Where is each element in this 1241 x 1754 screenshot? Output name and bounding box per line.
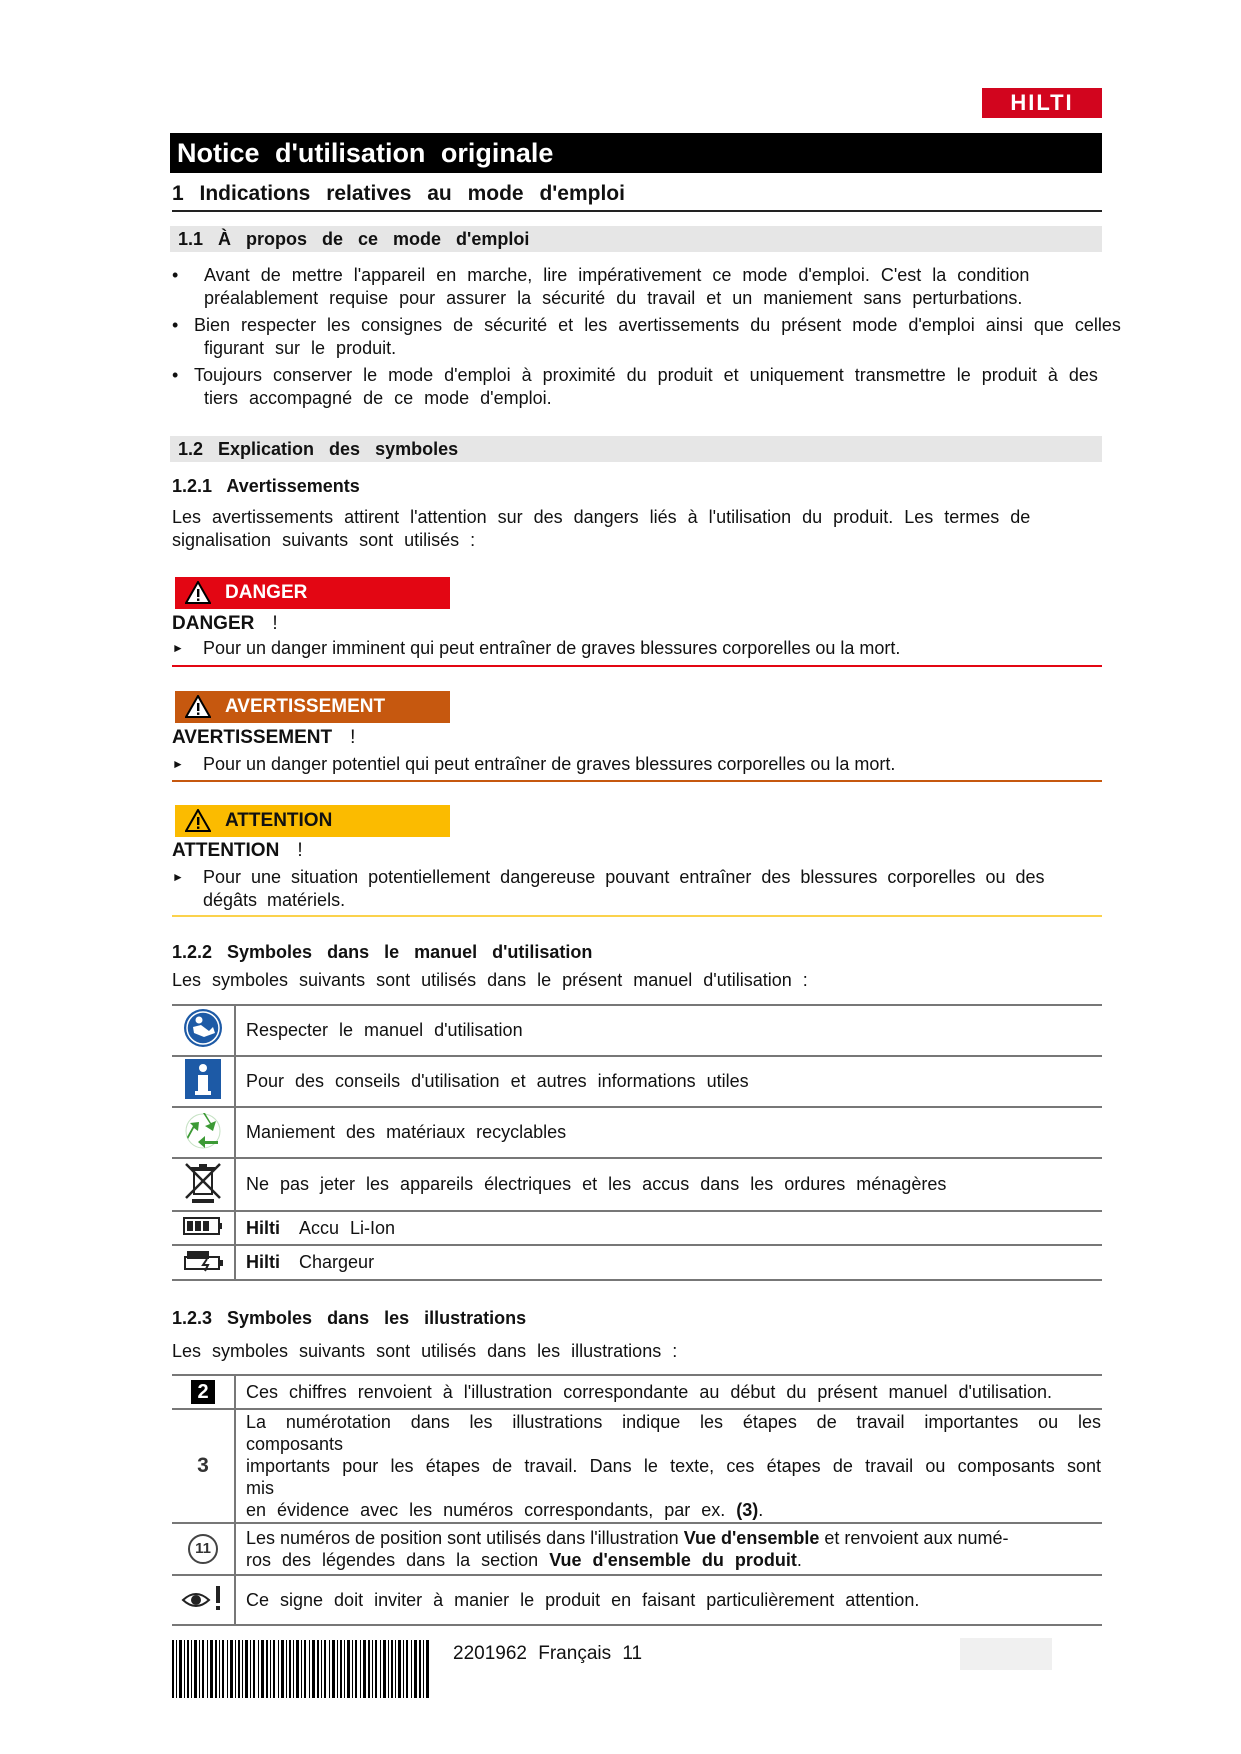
bullet-line: tiers accompagné de ce mode d'emploi.: [204, 388, 552, 408]
step-reference: (3): [736, 1500, 759, 1520]
warning-text-line: Pour une situation potentiellement dangereuse pouvant entraîner des blessures corporelles ou des: [203, 867, 1045, 887]
brand-name: Hilti: [246, 1217, 280, 1238]
brand-name: Hilti: [246, 1252, 280, 1272]
logo-text: HILTI: [1010, 90, 1074, 115]
position-number-icon: 11: [188, 1534, 218, 1564]
section-1-2-1-heading: 1.2.1 Avertissements: [172, 476, 360, 496]
bold-reference: Vue d'ensemble du produit: [549, 1550, 797, 1570]
signal-label: ATTENTION: [172, 840, 280, 861]
warning-text: [172, 637, 1102, 660]
warning-text-line: Pour un danger potentiel qui peut entraîner de graves blessures corporelles ou la mort.: [203, 754, 896, 774]
warning-triangle-icon: [185, 695, 211, 718]
warning-text: [172, 753, 1102, 776]
signal-label: AVERTISSEMENT: [172, 727, 333, 748]
signal-word: [172, 727, 355, 749]
crossed-bin-icon: [182, 1160, 224, 1204]
table-row: [172, 1409, 1102, 1523]
icon-cell: [172, 1005, 235, 1056]
arrow-icon: ►: [172, 641, 184, 655]
description-text: .: [796, 1550, 802, 1570]
eye-attention-icon: [180, 1583, 226, 1613]
bullet-line: préalablement requise pour assurer la sécurité du travail et un maniement sans perturbations.: [204, 288, 1023, 308]
tag-label: ATTENTION: [225, 810, 333, 831]
icon-cell: [172, 1211, 235, 1245]
manual-symbols-table: [172, 1004, 1102, 1281]
symbol-description: Ces chiffres renvoient à l'illustration correspondante au début du présent manuel d'utilisation.: [235, 1375, 1102, 1409]
description-line: La numérotation dans les illustrations indique les étapes de travail importantes ou les composants: [246, 1412, 1101, 1454]
description-text: ros des légendes dans la section: [246, 1550, 539, 1570]
section-1-2-heading: 1.2 Explication des symboles: [170, 436, 1102, 462]
icon-cell: [172, 1375, 235, 1409]
hilti-logo: [982, 88, 1102, 118]
symbol-description: [235, 1523, 1102, 1575]
tag-label: DANGER: [225, 582, 308, 603]
symbol-description: Ne pas jeter les appareils électriques et les accus dans les ordures ménagères: [235, 1158, 1102, 1211]
divider: [172, 915, 1102, 917]
symbols-intro: Les symboles suivants sont utilisés dans le présent manuel d'utilisation :: [172, 970, 808, 990]
signal-word: [172, 613, 278, 635]
symbol-description: Ce signe doit inviter à manier le produit en faisant particulièrement attention.: [235, 1575, 1102, 1625]
table-row: [172, 1245, 1102, 1280]
info-icon: [183, 1058, 223, 1100]
icon-cell: [172, 1158, 235, 1211]
read-manual-icon: [182, 1007, 224, 1049]
step-number-icon: 3: [197, 1454, 209, 1477]
symbol-text: Chargeur: [299, 1252, 375, 1272]
description-line: importants pour les étapes de travail. Dans le texte, ces étapes de travail ou composants sont mis: [246, 1456, 1101, 1498]
warning-text-line: Pour un danger imminent qui peut entraîner de graves blessures corporelles ou la mort.: [203, 638, 901, 658]
list-item: • Avant de mettre l'appareil en marche, lire impérativement ce mode d'emploi. C'est la condition préalablement requise pour assurer la sécurité du travail et un maniement sans perturbations.: [172, 264, 1132, 310]
icon-cell: [172, 1056, 235, 1107]
bullet-line: Bien respecter les consignes de sécurité et les avertissements du présent mode d'emploi ainsi que celles: [194, 315, 1121, 335]
section-1-heading: 1 Indications relatives au mode d'emploi: [172, 182, 1102, 212]
symbol-text: Accu Li-Ion: [299, 1217, 396, 1238]
description-text: .: [758, 1500, 764, 1520]
warning-text-line: dégâts matériels.: [203, 890, 346, 910]
intro-line: signalisation suivants sont utilisés :: [172, 530, 476, 550]
bullet-line: Toujours conserver le mode d'emploi à proximité du produit et uniquement transmettre le produit à des: [194, 365, 1098, 385]
list-item: • Bien respecter les consignes de sécurité et les avertissements du présent mode d'emploi ainsi que celles figurant sur le produit.: [172, 314, 1132, 360]
tag-label: AVERTISSEMENT: [225, 696, 386, 717]
table-row: [172, 1005, 1102, 1056]
warnings-intro: [172, 506, 1102, 552]
table-row: [172, 1211, 1102, 1245]
battery-icon: [182, 1215, 224, 1237]
page-title: Notice d'utilisation originale: [170, 133, 1102, 173]
table-row: [172, 1575, 1102, 1625]
table-row: [172, 1056, 1102, 1107]
warning-text: [172, 866, 1102, 912]
signal-exclamation: !: [272, 613, 278, 634]
bullet-line: figurant sur le produit.: [204, 338, 397, 358]
recycle-icon: [182, 1109, 224, 1151]
section-1-2-3-heading: 1.2.3 Symboles dans les illustrations: [172, 1308, 527, 1328]
warning-triangle-icon: [185, 581, 211, 604]
symbol-description: Maniement des matériaux recyclables: [235, 1107, 1102, 1158]
icon-cell: [172, 1575, 235, 1625]
attention-tag: [175, 805, 450, 837]
symbol-description: [235, 1409, 1102, 1523]
symbol-description: Pour des conseils d'utilisation et autres informations utiles: [235, 1056, 1102, 1107]
icon-cell: [172, 1107, 235, 1158]
illustrations-intro: Les symboles suivants sont utilisés dans les illustrations :: [172, 1341, 678, 1361]
section-1-2-2-heading: 1.2.2 Symboles dans le manuel d'utilisation: [172, 942, 593, 962]
danger-tag: [175, 577, 450, 609]
charger-icon: [181, 1247, 225, 1273]
section-1-1-heading: 1.1 À propos de ce mode d'emploi: [170, 226, 1102, 252]
list-item: • Toujours conserver le mode d'emploi à proximité du produit et uniquement transmettre le produit à des tiers accompagné de ce mode d'emploi.: [172, 364, 1132, 410]
footer-mark: [960, 1638, 1052, 1670]
arrow-icon: ►: [172, 870, 184, 884]
table-row: [172, 1107, 1102, 1158]
figure-number-icon: 2: [191, 1380, 215, 1404]
bullet-line: Avant de mettre l'appareil en marche, lire impérativement ce mode d'emploi. C'est la condition: [204, 265, 1030, 285]
bold-reference: Vue d'ensemble: [683, 1528, 820, 1548]
description-text: en évidence avec les numéros correspondants, par ex.: [246, 1500, 726, 1520]
illustration-symbols-table: [172, 1374, 1102, 1626]
description-text: et renvoient aux numé-: [824, 1528, 1009, 1548]
icon-cell: [172, 1245, 235, 1280]
icon-cell: [172, 1409, 235, 1523]
signal-word: [172, 840, 303, 862]
icon-cell: [172, 1523, 235, 1575]
barcode: [172, 1640, 430, 1698]
warning-triangle-icon: [185, 809, 211, 832]
symbol-description: Respecter le manuel d'utilisation: [235, 1005, 1102, 1056]
divider: [172, 665, 1102, 667]
page-footer: 2201962 Français 11: [453, 1643, 643, 1664]
table-row: [172, 1158, 1102, 1211]
table-row: [172, 1375, 1102, 1409]
symbol-description: [235, 1245, 1102, 1280]
arrow-icon: ►: [172, 757, 184, 771]
divider: [172, 780, 1102, 782]
intro-line: Les avertissements attirent l'attention sur des dangers liés à l'utilisation du produit. Les termes de: [172, 507, 1031, 527]
signal-label: DANGER: [172, 613, 255, 634]
signal-exclamation: !: [297, 840, 303, 861]
signal-exclamation: !: [350, 727, 356, 748]
description-text: Les numéros de position sont utilisés dans l'illustration: [246, 1528, 679, 1548]
table-row: [172, 1523, 1102, 1575]
symbol-description: [235, 1211, 1102, 1245]
avertissement-tag: [175, 691, 450, 723]
